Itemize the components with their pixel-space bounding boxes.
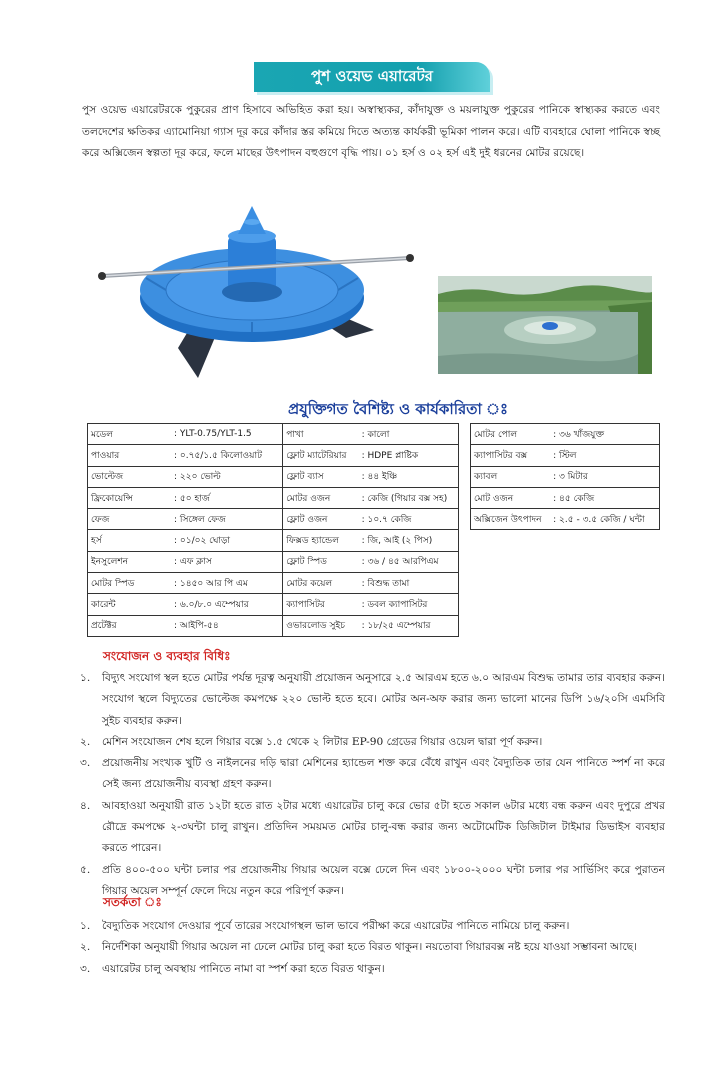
spec-key: মোটর কয়েল <box>283 573 359 594</box>
usage-heading: সংযোজন ও ব্যবহার বিধিঃ <box>103 649 231 663</box>
spec-value: : কালো <box>359 424 459 445</box>
spec-key: মোটর পোল <box>471 424 551 445</box>
spec-table-side <box>470 423 660 530</box>
table-row <box>88 615 459 636</box>
spec-key: ইনসুলেশন <box>88 551 172 572</box>
spec-key: ওভারলোড সুইচ <box>283 615 359 636</box>
spec-key: অক্সিজেন উৎপাদন <box>471 509 551 530</box>
spec-key: মোটর ওজন <box>283 487 359 508</box>
step-number: ৫. <box>80 863 91 876</box>
spec-key: ফ্লোট ম্যাটেরিয়ার <box>283 445 359 466</box>
table-row <box>88 530 459 551</box>
spec-key: ক্যাপাসিটর <box>283 594 359 615</box>
spec-value: : সিঙ্গেল ফেজ <box>171 509 283 530</box>
step-text: প্রয়োজনীয় সংখ্যক খুটি ও নাইলনের দড়ি দ্বারা মেশিনের হ্যান্ডেল শক্ত করে বেঁধে রাখুন এবং বৈদ্যুতিক তার যেন পানিতে স্পর্শ না করে সেই জন্য প্রয়োজনীয় ব্যবস্থা গ্রহণ করুন। <box>102 757 665 791</box>
pond-photo <box>438 276 652 374</box>
spec-key: ফিক্সড হ্যান্ডেল <box>283 530 359 551</box>
spec-value: : আইপি-৫৪ <box>171 615 283 636</box>
table-row <box>88 466 459 487</box>
spec-key: ফ্রিকোয়েন্সি <box>88 487 172 508</box>
spec-key: মোটর স্পিড <box>88 573 172 594</box>
step-number: ৪. <box>80 799 91 812</box>
step-number: ১. <box>80 672 91 684</box>
spec-key: ফ্লোট ব্যাস <box>283 466 359 487</box>
step-text: আবহাওয়া অনুযায়ী রাত ১২টা হতে রাত ২টার মধ্যে এয়ারেটর চালু করে ভোর ৫টা হতে সকাল ৬টার মধ্যে বন্ধ করুন এবং দুপুরে প্রখর রৌদ্রে কমপক্ষে ২-৩ঘন্টা চালু রাখুন। প্রতিদিন সময়মত মোটর চালু-বন্ধ করার জন্য অটোমেটিক ডিজিটাল টাইমার ডিভাইস ব্যবহার করতে পারেন। <box>102 799 665 855</box>
intro-paragraph: পুস ওয়েভ এয়ারেটরকে পুকুরের প্রাণ হিসাবে অভিহিত করা হয়। অস্বাস্থ্যকর, কাঁদাযুক্ত ও ময়লাযুক্ত পুকুরের পানিকে স্বাস্থ্যকর করতে এবং তলদেশের ক্ষতিকর এ্যামোনিয়া গ্যাস দূর করে কাঁদার স্তর কমিয়ে দিতে অত্যন্ত কার্যকরী ভূমিকা পালন করে। এটি ব্যবহারে ঘোলা পানিকে স্বচ্ছ করে অক্সিজেন স্বল্পতা দূর করে, ফলে মাছের উৎপাদন বহুগুণে বৃদ্ধি পায়। ০১ হর্স ও ০২ হর্স এই দুই ধরনের মোটর রয়েছে। <box>82 104 660 159</box>
spec-heading: প্রযুক্তিগত বৈশিষ্ট্য ও কার্যকারিতা ঃ <box>287 400 509 418</box>
spec-key: ক্যাবল <box>471 466 551 487</box>
spec-key: কারেন্ট <box>88 594 172 615</box>
table-row <box>471 445 660 466</box>
list-item <box>80 860 665 903</box>
spec-key: হর্স <box>88 530 172 551</box>
spec-key: মোট ওজন <box>471 487 551 508</box>
step-number: ২. <box>80 735 91 748</box>
list-item <box>80 753 665 796</box>
spec-value: : ৪৫ কেজি <box>550 487 659 508</box>
spec-value: : স্টিল <box>550 445 659 466</box>
spec-key: ফেজ <box>88 509 172 530</box>
list-item <box>80 937 665 958</box>
table-row <box>88 487 459 508</box>
spec-table-main <box>87 423 459 637</box>
step-text: বৈদ্যুতিক সংযোগ দেওয়ার পূর্বে তারের সংযোগস্থল ভাল ভাবে পরীক্ষা করে এয়ারেটর পানিতে নামিয়ে চালু করুন। <box>102 920 570 932</box>
spec-value: : ৫০ হার্জ <box>171 487 283 508</box>
page-title: পুশ ওয়েভ এয়ারেটর <box>254 62 490 92</box>
spec-value: : বিশুদ্ধ তামা <box>359 573 459 594</box>
spec-value: : জি, আই (২ পিস) <box>359 530 459 551</box>
table-row <box>88 594 459 615</box>
spec-value: : ৪৪ ইঞ্চি <box>359 466 459 487</box>
table-row <box>88 573 459 594</box>
list-item <box>80 668 665 732</box>
table-row <box>471 509 660 530</box>
caution-heading: সতর্কতা ঃ <box>103 895 162 909</box>
spec-value: : কেজি (গিয়ার বক্স সহ) <box>359 487 459 508</box>
step-text: মেশিন সংযোজন শেষ হলে গিয়ার বক্সে ১.৫ থেকে ২ লিটার EP-90 গ্রেডের গিয়ার ওয়েল দ্বারা পূর্ণ করুন। <box>102 735 543 748</box>
step-number: ২. <box>80 941 91 954</box>
step-number: ৩. <box>80 962 91 975</box>
table-row <box>471 487 660 508</box>
spec-key: প্রটেক্টর <box>88 615 172 636</box>
step-number: ১. <box>80 920 91 932</box>
spec-value: : ডবল ক্যাপাসিটর <box>359 594 459 615</box>
spec-value: : ০.৭৫/১.৫ কিলোওয়াট <box>171 445 283 466</box>
spec-value: : ২২০ ভোল্ট <box>171 466 283 487</box>
spec-key: মডেল <box>88 424 172 445</box>
spec-value: : ০১/০২ ঘোড়া <box>171 530 283 551</box>
aerator-product-image <box>92 198 422 384</box>
table-row <box>88 509 459 530</box>
list-item <box>80 732 665 753</box>
list-item <box>80 916 665 937</box>
spec-key: ফ্লোট স্পিড <box>283 551 359 572</box>
table-row <box>88 424 459 445</box>
spec-value: : ১৮/২৫ এম্পেয়ার <box>359 615 459 636</box>
spec-key: ক্যাপাসিটর বক্স <box>471 445 551 466</box>
table-row <box>88 551 459 572</box>
spec-value: : ৩ মিটার <box>550 466 659 487</box>
spec-key: ফ্লোট ওজন <box>283 509 359 530</box>
list-item <box>80 959 665 980</box>
step-text: এয়ারেটর চালু অবস্থায় পানিতে নামা বা স্পর্শ করা হতে বিরত থাকুন। <box>102 962 385 975</box>
step-number: ৩. <box>80 757 91 770</box>
usage-steps-list <box>80 668 665 902</box>
spec-value: : ৩৬ খাঁজযুক্ত <box>550 424 659 445</box>
spec-key: ভোল্টেজ <box>88 466 172 487</box>
spec-value: : এফ ক্লাস <box>171 551 283 572</box>
spec-value: : ৬.০/৮.০ এম্পেয়ার <box>171 594 283 615</box>
spec-value: : ২.৫ - ৩.৫ কেজি / ঘন্টা <box>550 509 659 530</box>
spec-value: : ৩৬ / ৪৫ আরপিএম <box>359 551 459 572</box>
table-row <box>88 445 459 466</box>
step-text: প্রতি ৪০০-৫০০ ঘন্টা চলার পর প্রয়োজনীয় গিয়ার অয়েল বক্সে ঢেলে দিন এবং ১৮০০-২০০০ ঘন্টা চলার পর সার্ভিসিং করে পুরাতন গিয়ার অয়েল সম্পূর্ন ফেলে দিয়ে নতুন করে পরিপূর্ণ করুন। <box>102 863 665 897</box>
spec-value: : HDPE প্লাষ্টিক <box>359 445 459 466</box>
spec-key: পাখা <box>283 424 359 445</box>
table-row <box>471 466 660 487</box>
spec-value: : YLT-0.75/YLT-1.5 <box>171 424 283 445</box>
step-text: নির্দেশিকা অনুযায়ী গিয়ার অয়েল না ঢেলে মোটর চালু করা হতে বিরত থাকুন। নয়তোবা গিয়ারবক্স নষ্ট হয়ে যাওয়া সম্ভাবনা আছে। <box>102 941 637 954</box>
spec-key: পাওয়ার <box>88 445 172 466</box>
list-item <box>80 796 665 860</box>
spec-value: : ১৪৫০ আর পি এম <box>171 573 283 594</box>
caution-steps-list <box>80 916 665 980</box>
step-text: বিদ্যুৎ সংযোগ স্থল হতে মোটর পর্যন্ত দূরত্ব অনুযায়ী প্রয়োজন অনুসারে ২.৫ আরএম হতে ৬.০ আরএম বিশুদ্ধ তামার তার ব্যবহার করুন। সংযোগ স্থলে বিদ্যুতের ভোল্টেজ কমপক্ষে ২২০ ভোল্ট হতে হবে। মোটর অন-অফ করার জন্য ভালো মানের ডিপি ১৬/২০সি এমসিবি সুইচ ব্যবহার করুন। <box>102 672 665 727</box>
table-row <box>471 424 660 445</box>
spec-value: : ১০.৭ কেজি <box>359 509 459 530</box>
